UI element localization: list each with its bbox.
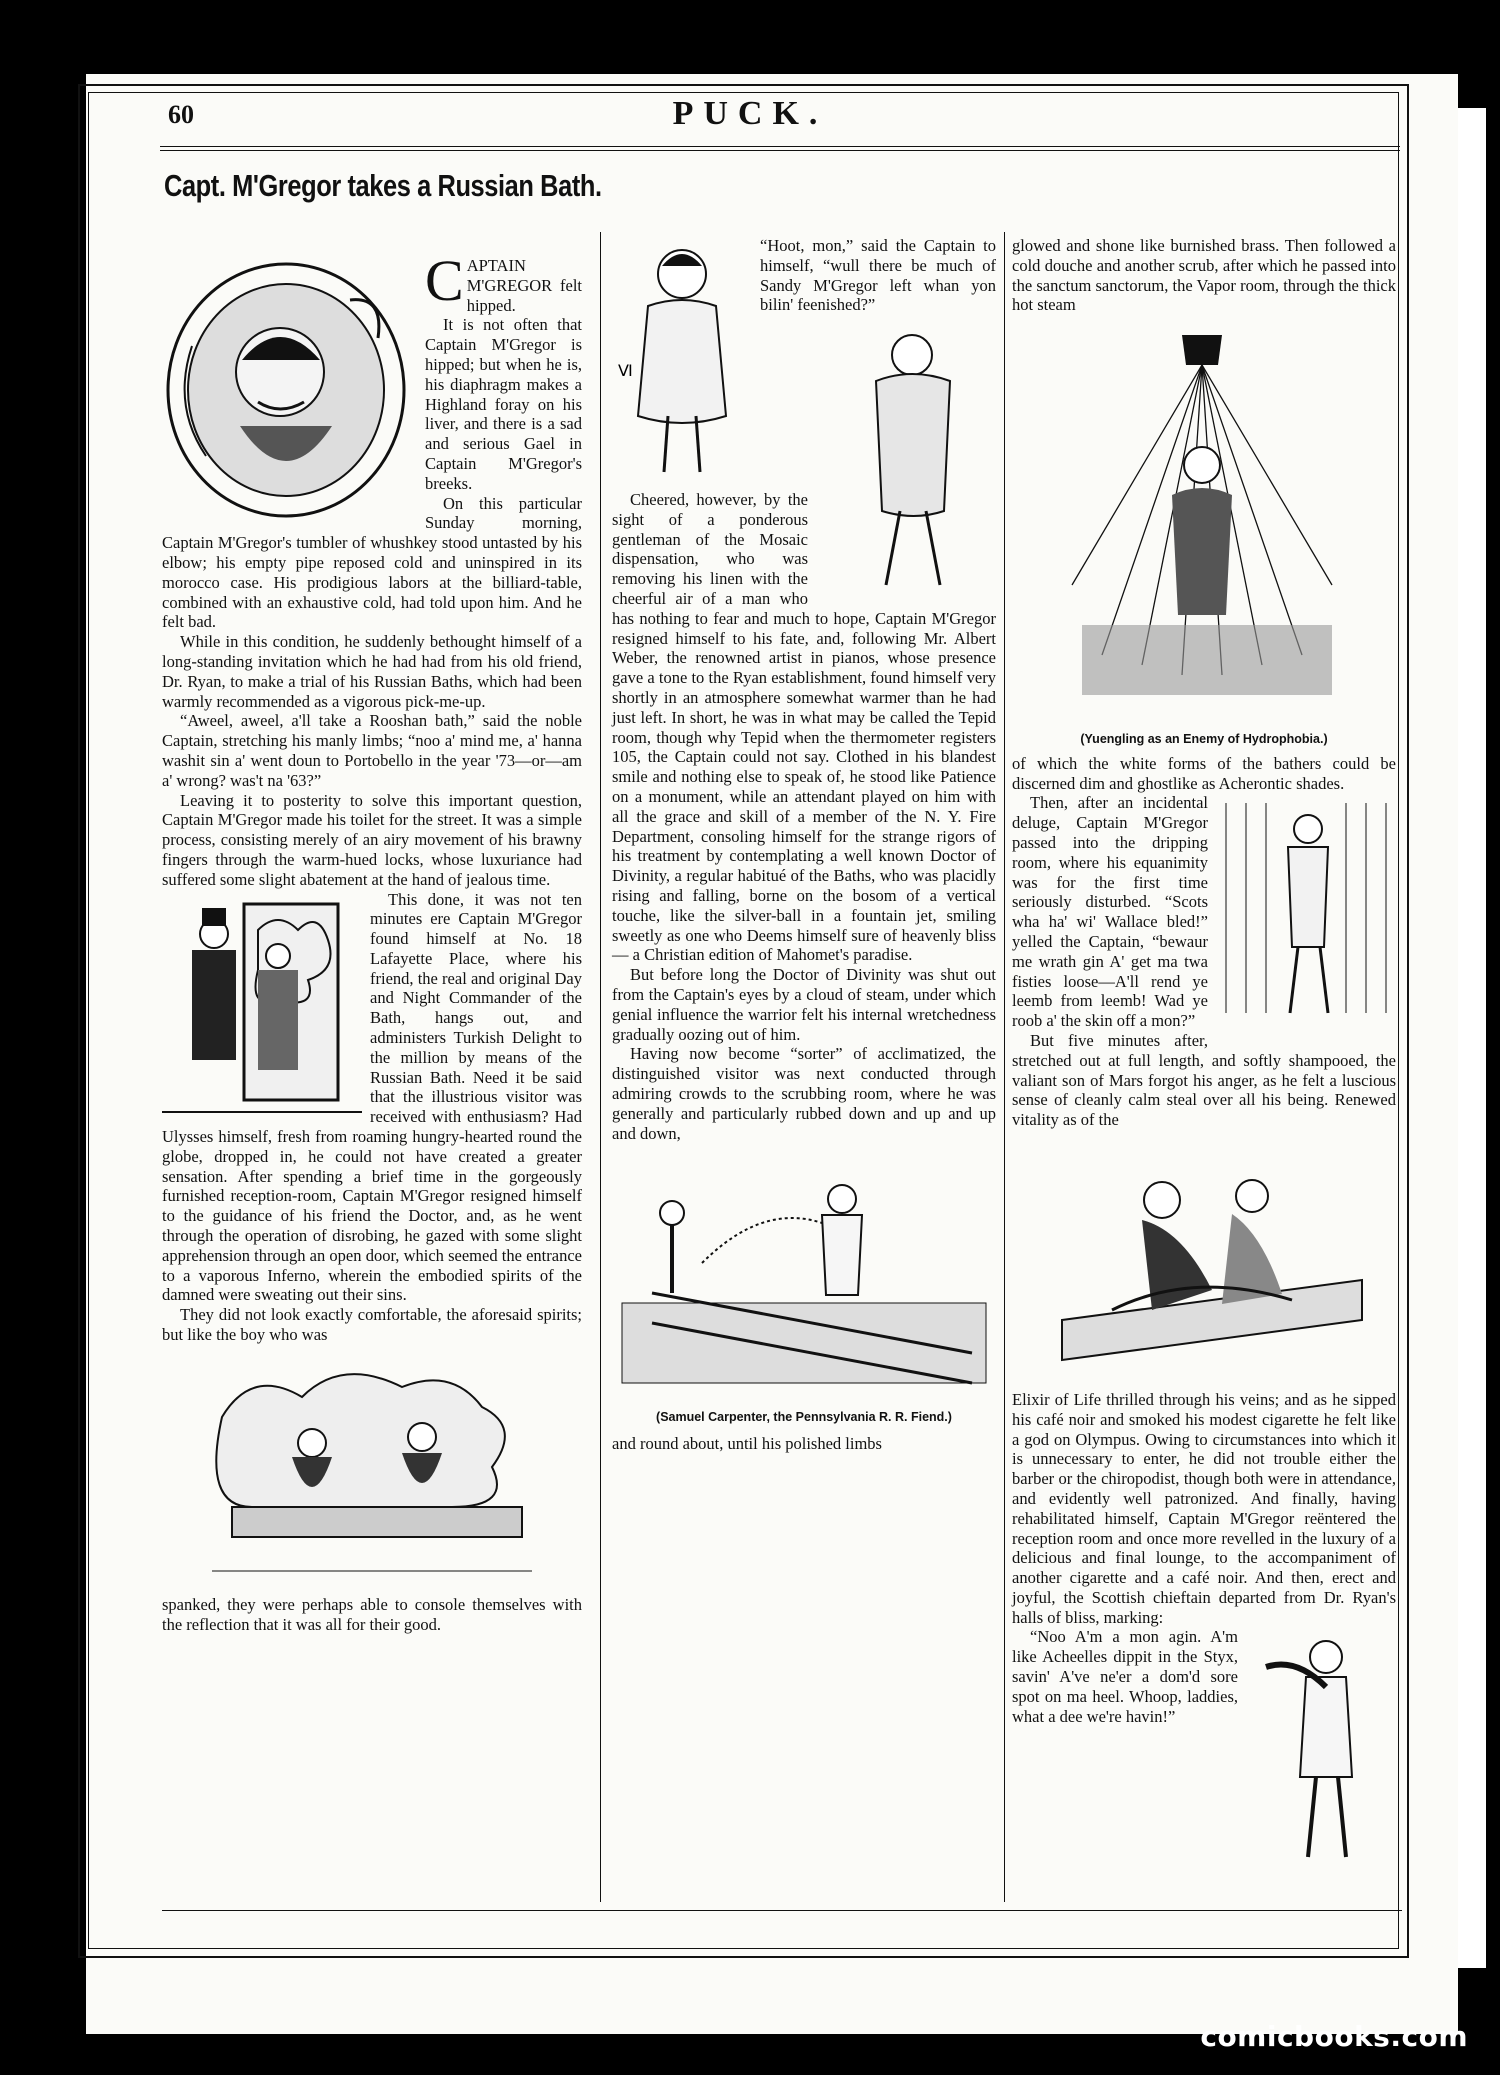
article-column-3: [1012, 236, 1396, 1871]
steam-room-bathers-illustration: [202, 1357, 542, 1583]
paragraph: They did not look exactly comfortable, the aforesaid spirits; but like the boy who was: [162, 1305, 582, 1345]
paragraph: On this particular Sunday morning, Captain M'Gregor's tumbler of whushkey stood untasted by his elbow; his empty pipe reposed cold and uninspired in its morocco case. His prodigious labors at the billiard-table, combined with an exhaustive cold, had told upon him. And he felt bad.: [162, 493, 582, 632]
paragraph: It is not often that Captain M'Gregor is hipped; but when he is, his diaphragm makes a Highland foray on his liver, and there is a sad and serious Gael in Captain M'Gregor's breeks.: [425, 315, 582, 493]
page-number: 60: [168, 100, 194, 129]
paragraph: “Aweel, aweel, a'll take a Rooshan bath,” said the noble Captain, stretching his manly limbs; “noo a' mind me, a' hanna washit sin a' went doun to Portobello in the year '73—or—am a' wrong? was't na '63?”: [162, 711, 582, 790]
paragraph: APTAIN M'GREGOR felt hipped.: [466, 256, 582, 315]
paragraph: “Noo A'm a mon agin. A'm like Acheelles dippit in the Styx, savin' A've ne'er a dom'd sore spot on ma heel. Whoop, laddies, what a dee we're havin!”: [1012, 1627, 1238, 1726]
shower-caption: (Yuengling as an Enemy of Hydrophobia.): [1080, 731, 1328, 746]
robed-figure-illustration: [816, 315, 996, 595]
drop-cap: C: [425, 248, 464, 313]
column-divider-2: [1004, 232, 1005, 1902]
paragraph: Having now become “sorter” of acclimatized, the distinguished visitor was next conducted through admiring crowds to the scrubbing room, where he was generally and particularly rubbed down and up and up and down,: [612, 1044, 996, 1143]
paragraph: Elixir of Life thrilled through his veins; and as he sipped his café noir and smoked his modest cigarette he felt like a god on Olympus. Owing to circumstances into which it is unnecessary to enter, he did not trouble either the barber or the chiropodist, though both were in attendance, and evidently well patronized. And finally, having rehabilitated himself, Captain M'Gregor reëntered the reception room and once more revelled in the luxury of a delicious and final lounge, to the accompaniment of another cigarette and a café noir. And then, erect and joyful, the Scottish chieftain departed from Dr. Ryan's halls of bliss, marking:: [1012, 1389, 1396, 1627]
column-divider-1: [600, 232, 601, 1902]
paragraph: Cheered, however, by the sight of a ponderous gentleman of the Mosaic dispensation, who was removing his linen with the cheerful air of a man who has nothing to fear and much to hope, Captain M'Gregor resigned himself to his fate, and, following Mr. Albert Weber, the renowned artist in pianos, whose presence gave a tone to the Ryan establishment, found himself very shortly in an atmosphere somewhat warmer than he had just left. In short, he was in what may be called the Tepid room, though why Tepid when the thermometer registers 105, the Captain could not say. Clothed in his blandest smile and nothing else to speak of, he stood like Patience on a monument, while an attendant played on him with all the grace and skill of a member of the N. Y. Fire Department, consoling himself for the strange rigors of his treatment by contemplating a well known Doctor of Divinity, a regular habitué of the Baths, who was placidly rising and falling, borne on the bosom of a vertical touche, like the silver-ball in a fountain jet, smiling sweetly as one who Deems himself sure of heavenly bliss — a Christian edition of Mahomet's paradise.: [612, 490, 996, 965]
dripping-room-illustration: [1216, 793, 1396, 1033]
paragraph: Then, after an incidental deluge, Captain M'Gregor passed into the dripping room, where his equanimity was for the first time seriously disturbed. “Scots wha ha' wi' Wallace bled!” yelled the Captain, “bewaur me wrath gin A' get ma twa fisties loose—A'll rend ye leemb from leemb! Wad ye roob a' the skin off a mon?”: [1012, 793, 1208, 1031]
svg-text:Ⅵ: Ⅵ: [618, 363, 633, 380]
paragraph: But before long the Doctor of Divinity was shut out from the Captain's eyes by a cloud of steam, under which genial influence the warrior felt his internal wretchedness gradually oozing out of him.: [612, 965, 996, 1044]
site-watermark: comicbooks.com: [1200, 2020, 1468, 2053]
footer-rule: [162, 1910, 1402, 1911]
paragraph: and round about, until his polished limbs: [612, 1433, 882, 1453]
captain-portrait-illustration: [162, 256, 417, 524]
masthead: PUCK.: [672, 95, 828, 132]
header-rule-2: [160, 150, 1400, 151]
article-column-2: [612, 236, 996, 1454]
hose-caption: (Samuel Carpenter, the Pennsylvania R. R. Fiend.): [656, 1410, 952, 1425]
captain-with-towel-illustration: [612, 236, 752, 486]
paragraph: “Hoot, mon,” said the Captain to himself, “wull there be much of Sandy M'Gregor left whan yon bilin' feenished?”: [760, 236, 996, 315]
shower-illustration: [1012, 325, 1396, 725]
adjacent-page-edge: [1458, 108, 1486, 1968]
paragraph: But five minutes after, stretched out at full length, and softly shampooed, the valiant son of Mars forgot his anger, as he felt a luscious sense of cleanly calm steal over all his being. Renewed vitality as of the: [1012, 1030, 1396, 1130]
article-column-1: [162, 248, 582, 1634]
paragraph: This done, it was not ten minutes ere Captain M'Gregor found himself at No. 18 Lafayette Place, where his friend, the real and original Day and Night Commander of the Bath, hangs out, and administers Turkish Delight to the million by means of the Russian Bath. Need it be said that the illustrious visitor was received with enthusiasm? Had Ulysses himself, fresh from roaming hungry-hearted round the globe, dropped in, he could not have created a greater sensation. After spending a brief time in the gorgeously furnished reception-room, Captain M'Gregor resigned himself to the guidance of his friend the Doctor, and, as he went through the operation of disrobing, he gazed with some slight apprehension through an open door, which seemed the entrance to a vaporous Inferno, wherein the embodied spirits of the damned were sweating out their sins.: [162, 889, 582, 1305]
paragraph: While in this condition, he suddenly bethought himself of a long-standing invitation which he had had from his old friend, Dr. Ryan, to make a trial of his Russian Baths, which had been warmly recommended as a vigorous pick-me-up.: [162, 632, 582, 711]
hose-illustration-wrap: [612, 1153, 996, 1428]
header-rule: [160, 146, 1400, 147]
disrobing-room-illustration: [162, 890, 362, 1120]
departing-captain-illustration: [1246, 1627, 1396, 1867]
article-headline: Capt. M'Gregor takes a Russian Bath.: [164, 168, 602, 203]
shampoo-massage-illustration: [1052, 1140, 1372, 1380]
shower-illustration-wrap: [1012, 325, 1396, 750]
hose-spray-illustration: [612, 1153, 996, 1403]
paragraph: spanked, they were perhaps able to console themselves with the reflection that it was all for their good.: [162, 1594, 582, 1634]
paragraph: Leaving it to posterity to solve this important question, Captain M'Gregor made his toilet for the street. It was a simple process, consisting merely of an airy movement of his brawny fingers through the warm-hued locks, whose luxuriance had suffered some slight abatement at the hand of jealous time.: [162, 790, 582, 889]
paragraph: glowed and shone like burnished brass. Then followed a cold douche and another scrub, after which he passed into the sanctum sanctorum, the Vapor room, through the thick hot steam: [1012, 236, 1396, 315]
paragraph: of which the white forms of the bathers could be discerned dim and ghostlike as Acherontic shades.: [1012, 753, 1396, 793]
